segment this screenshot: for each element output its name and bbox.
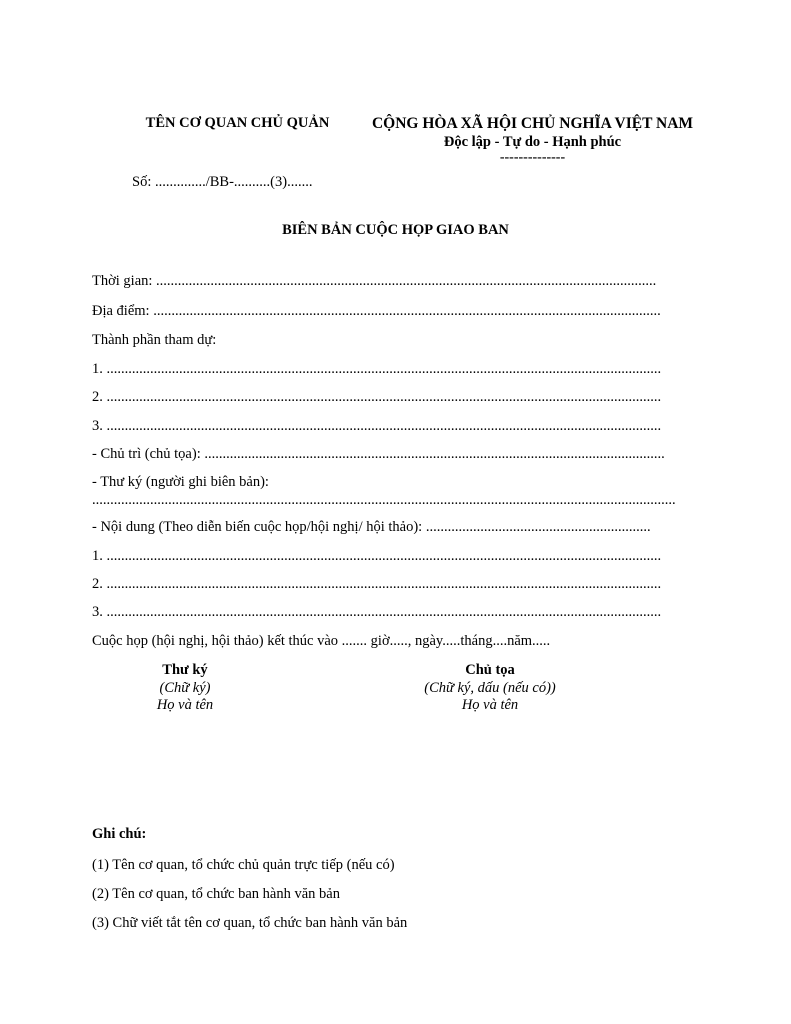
motto-underline: -------------- xyxy=(499,150,566,165)
content-line-3: 3. ......................................................................................................................................................... xyxy=(92,604,662,620)
content-line-2: 2. ......................................................................................................................................................... xyxy=(92,576,662,592)
chair-name-hint: Họ và tên xyxy=(461,697,519,713)
chair-role: Chủ tọa xyxy=(465,662,515,678)
content-line-1: 1. ......................................................................................................................................................... xyxy=(92,548,662,564)
field-attendees-label: Thành phần tham dự: xyxy=(92,332,217,348)
field-location: Địa điểm: ............................................................................................................................................ xyxy=(92,303,661,319)
notes-title: Ghi chú: xyxy=(92,826,147,842)
field-chairperson: - Chủ trì (chủ tọa): ............................................................................................................................... xyxy=(92,446,665,462)
meeting-end-line: Cuộc họp (hội nghị, hội thảo) kết thúc vào ....... giờ....., ngày.....tháng....năm..... xyxy=(92,633,551,649)
secretary-role: Thư ký xyxy=(162,662,208,678)
attendee-line-1: 1. ......................................................................................................................................................... xyxy=(92,361,662,377)
note-item-2: (2) Tên cơ quan, tổ chức ban hành văn bản xyxy=(92,886,340,902)
national-motto: Độc lập - Tự do - Hạnh phúc xyxy=(443,134,622,150)
field-secretary: - Thư ký (người ghi biên bản): xyxy=(92,474,269,490)
note-item-3: (3) Chữ viết tắt tên cơ quan, tổ chức ban hành văn bản xyxy=(92,915,408,931)
field-content: - Nội dung (Theo diễn biến cuộc họp/hội nghị/ hội thảo): .............................................................. xyxy=(92,519,651,535)
document-title: BIÊN BẢN CUỘC HỌP GIAO BAN xyxy=(282,222,509,238)
document-number: Số: ............../BB-..........(3)....... xyxy=(132,174,313,190)
field-time: Thời gian: .......................................................................................................................................... xyxy=(92,273,657,289)
secretary-dotted-line: ................................................................................................................................................................. xyxy=(92,492,676,508)
attendee-line-3: 3. ......................................................................................................................................................... xyxy=(92,418,662,434)
chair-signature-hint: (Chữ ký, dấu (nếu có)) xyxy=(424,680,556,696)
attendee-line-2: 2. ......................................................................................................................................................... xyxy=(92,389,662,405)
nation-heading: CỘNG HÒA XÃ HỘI CHỦ NGHĨA VIỆT NAM xyxy=(371,115,694,132)
secretary-name-hint: Họ và tên xyxy=(156,697,214,713)
note-item-1: (1) Tên cơ quan, tổ chức chủ quản trực tiếp (nếu có) xyxy=(92,857,395,873)
secretary-signature-hint: (Chữ ký) xyxy=(159,680,211,696)
agency-name: TÊN CƠ QUAN CHỦ QUẢN xyxy=(145,115,330,131)
